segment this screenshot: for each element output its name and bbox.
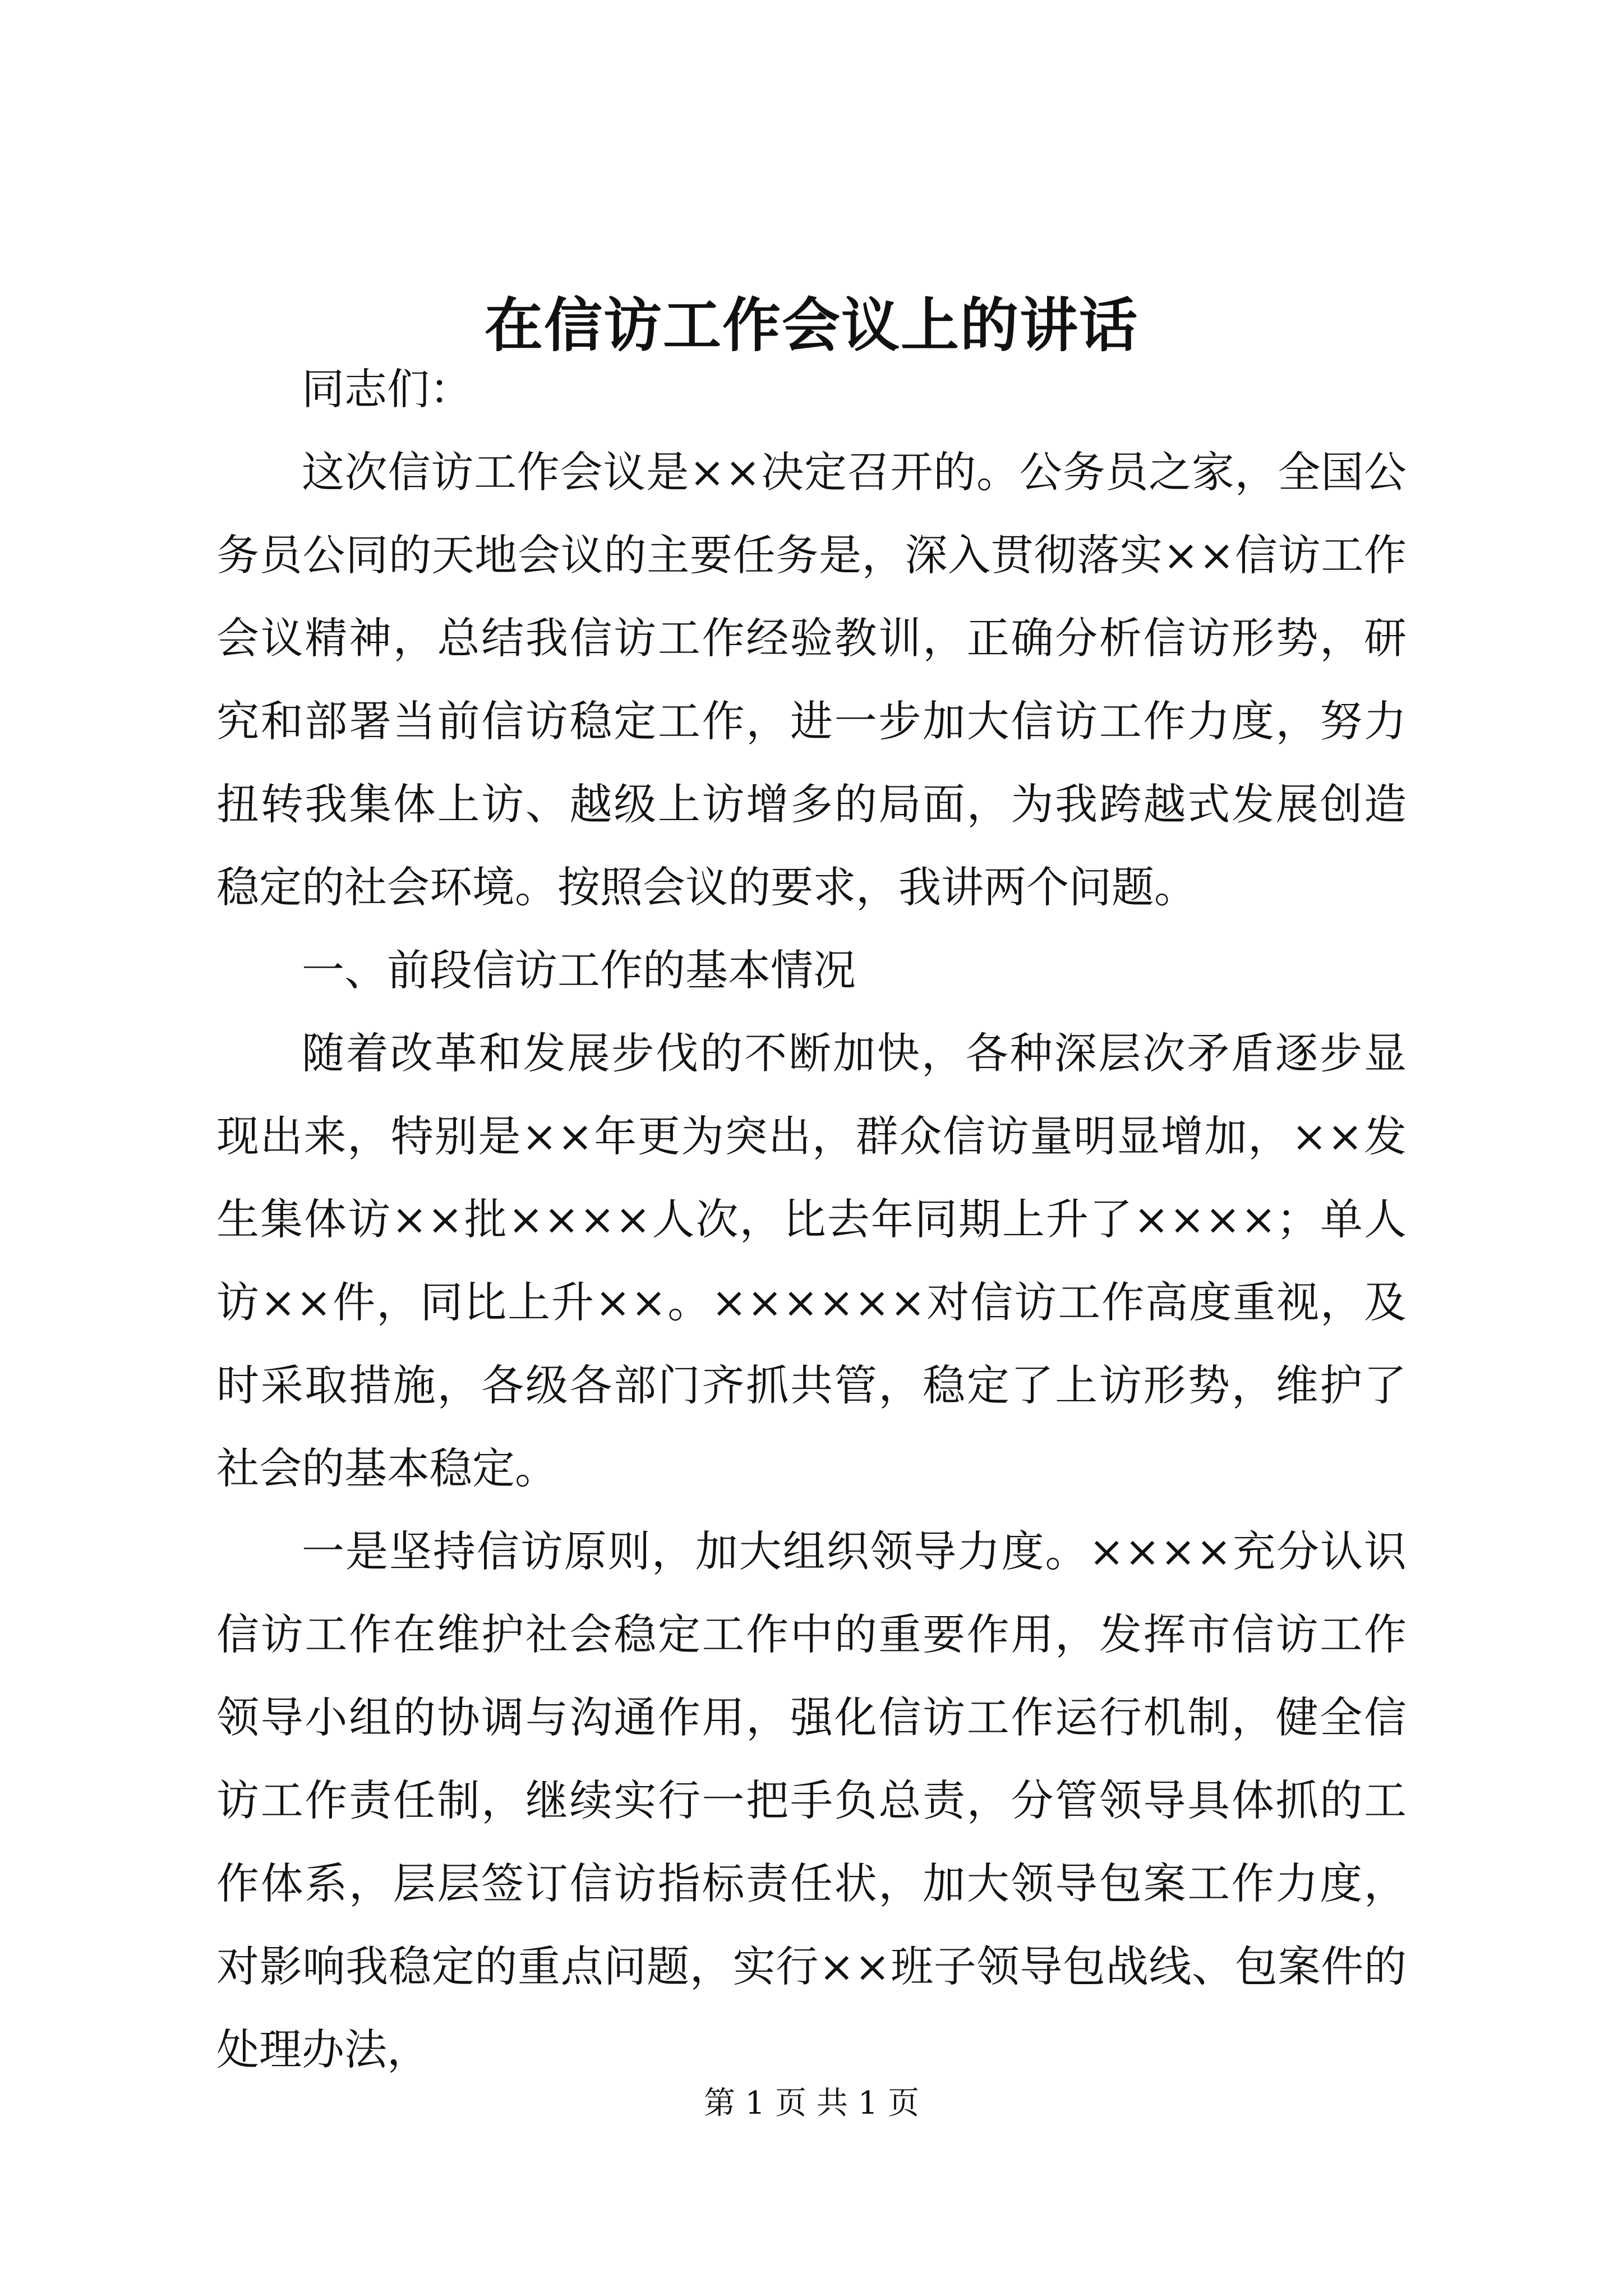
salutation-paragraph: 同志们：	[302, 364, 472, 414]
principle-paragraph: 一是坚持信访原则，加大组织领导力度。××××充分认识信访工作在维护社会稳定工作中的重要作用，发挥市信访工作领导小组的协调与沟通作用，强化信访工作运行机制，健全信访工作责任制，继续实行一把手负总责，分管领导具体抓的工作体系，层层签订信访指标责任状，加大领导包案工作力度，对影响我稳定的重点问题，实行××班子领导包战线、包案件的处理办法，	[216, 1526, 1407, 2074]
situation-paragraph: 随着改革和发展步伐的不断加快，各种深层次矛盾逐步显现出来，特别是××年更为突出，群众信访量明显增加，××发生集体访××批××××人次，比去年同期上升了××××；单人访××件，同比上升××。××××××对信访工作高度重视，及时采取措施，各级各部门齐抓共管，稳定了上访形势，维护了社会的基本稳定。	[216, 1028, 1407, 1493]
section-heading: 一、前段信访工作的基本情况	[302, 945, 856, 995]
page-title: 在信访工作会议上的讲话	[484, 291, 1138, 360]
page-number-footer: 第 1 页 共 1 页	[703, 2085, 920, 2122]
document-body	[216, 348, 1407, 2091]
intro-paragraph: 这次信访工作会议是××决定召开的。公务员之家，全国公务员公同的天地会议的主要任务是，深入贯彻落实××信访工作会议精神，总结我信访工作经验教训，正确分析信访形势，研究和部署当前信访稳定工作，进一步加大信访工作力度，努力扭转我集体上访、越级上访增多的局面，为我跨越式发展创造稳定的社会环境。按照会议的要求，我讲两个问题。	[216, 447, 1407, 912]
